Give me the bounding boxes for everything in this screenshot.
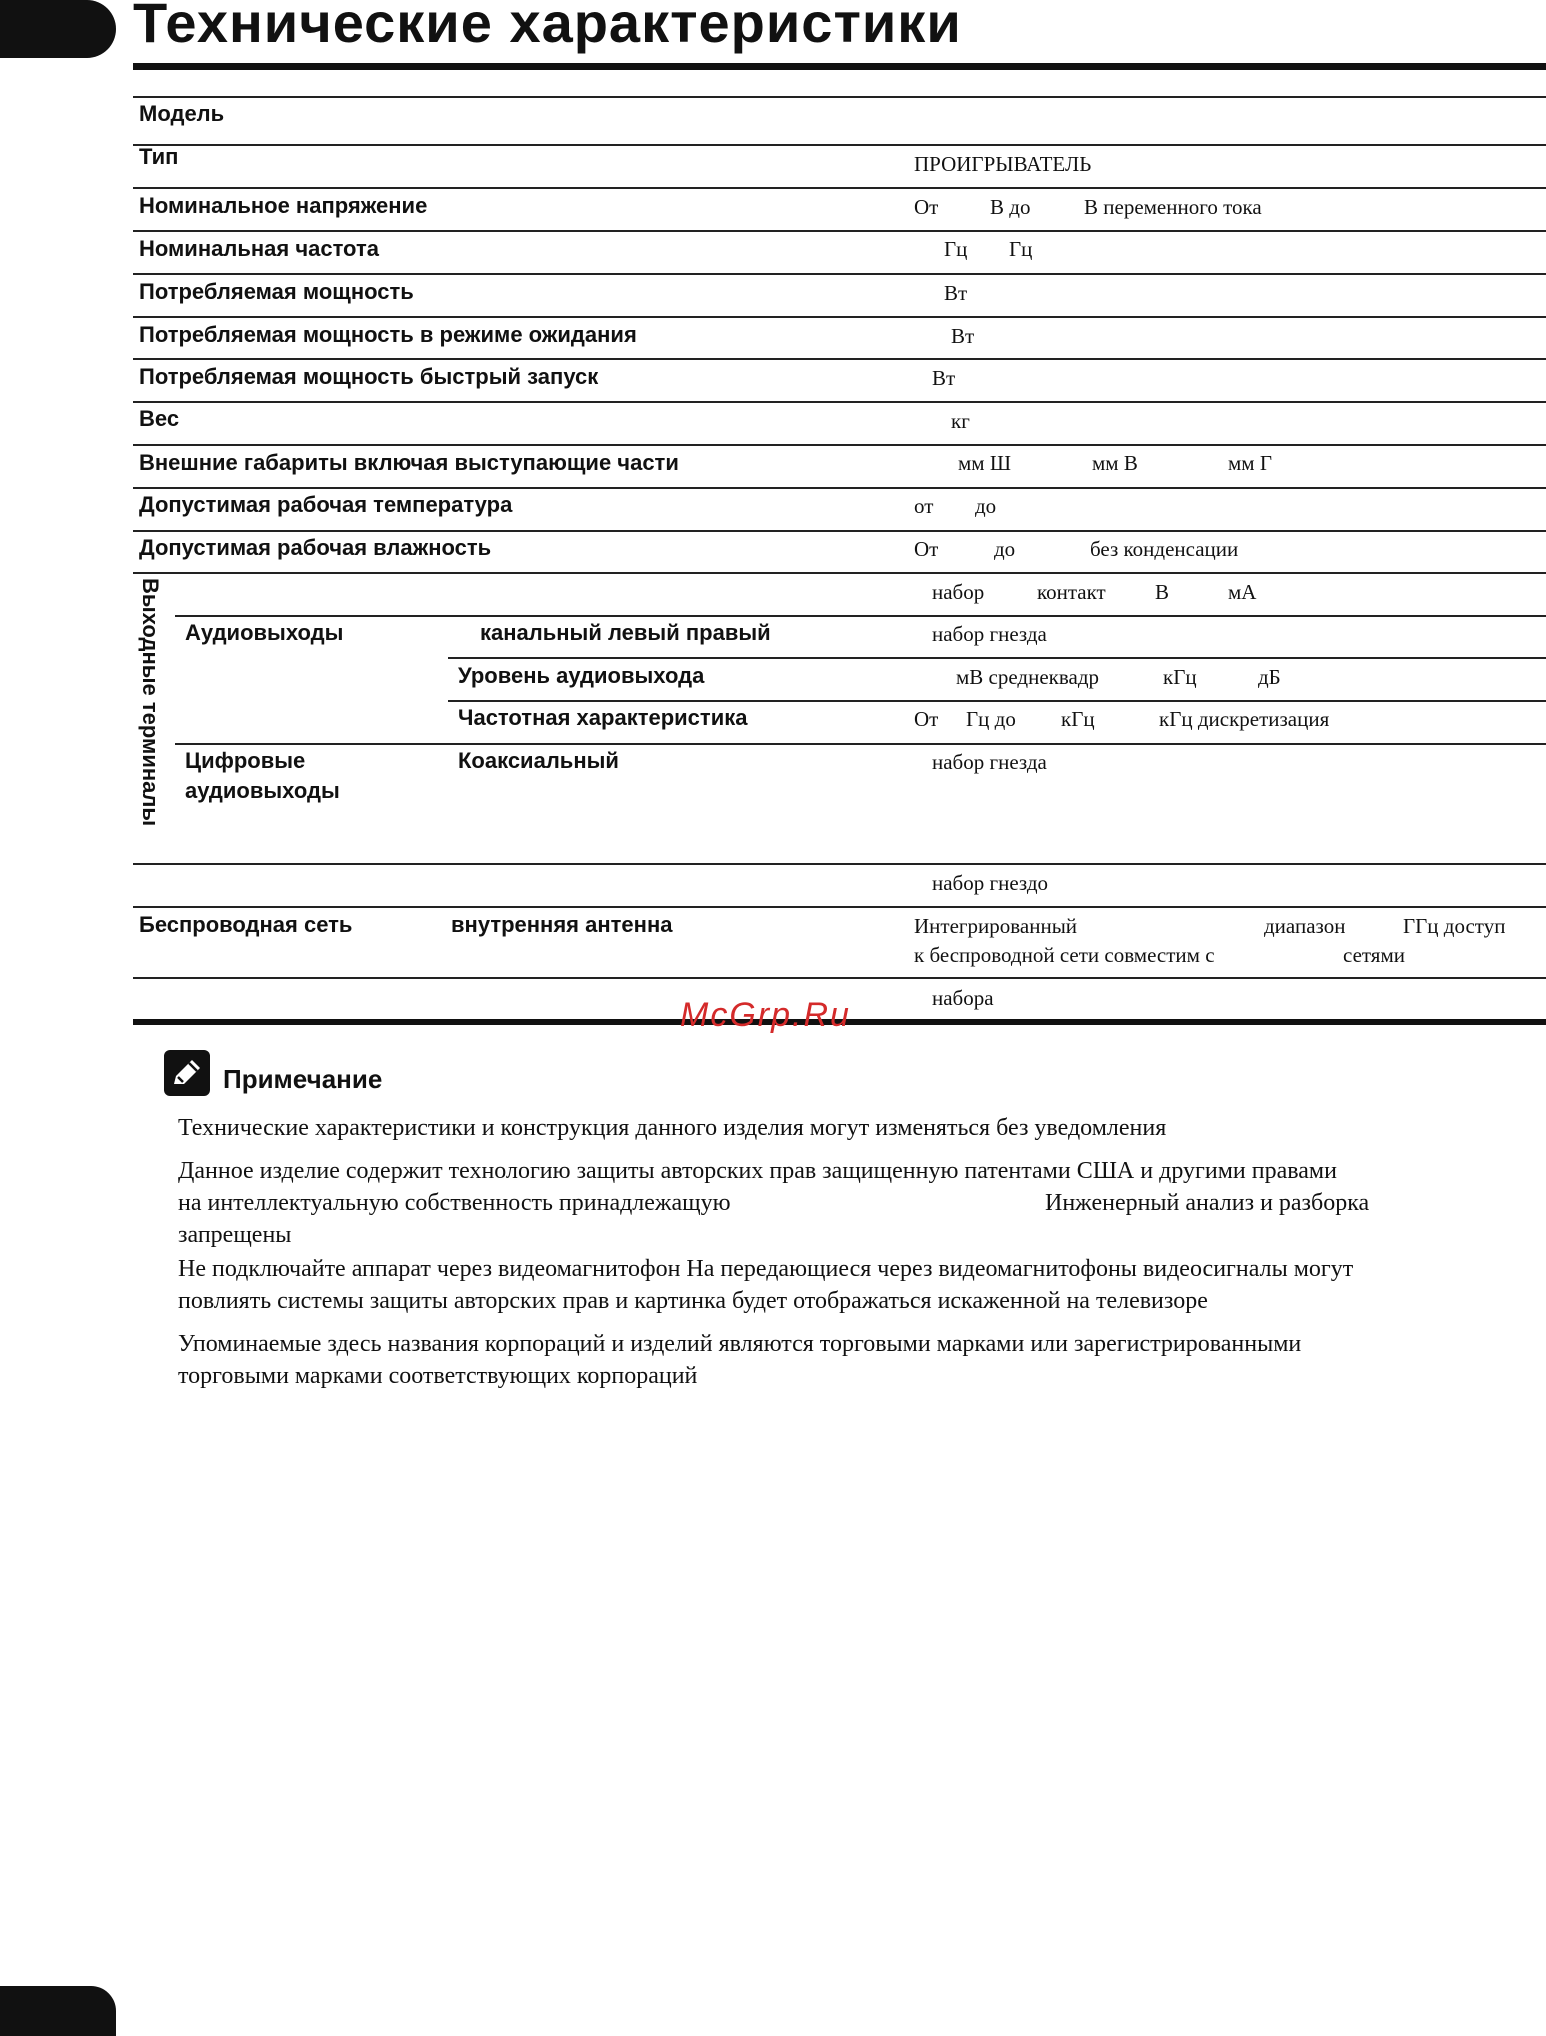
note-paragraph-3-line-1: Не подключайте аппарат через видеомагнитофон На передающиеся через видеомагнитофоны видеосигналы могут bbox=[178, 1256, 1354, 1282]
quick-start-power-value: Вт bbox=[932, 366, 956, 390]
audio-level-value-3: дБ bbox=[1258, 665, 1281, 689]
audio-outputs-label: Аудиовыходы bbox=[185, 620, 344, 645]
pencil-icon bbox=[164, 1050, 210, 1096]
frequency-response-value-1: От bbox=[914, 707, 939, 731]
table-divider bbox=[448, 700, 1546, 702]
audio-level-label: Уровень аудиовыхода bbox=[458, 663, 705, 688]
temperature-label: Допустимая рабочая температура bbox=[139, 492, 513, 517]
dimensions-value-1: мм Ш bbox=[958, 451, 1012, 475]
output-value-1: набор bbox=[932, 580, 985, 604]
model-label: Модель bbox=[139, 101, 225, 126]
type-label: Тип bbox=[139, 144, 179, 169]
dimensions-label: Внешние габариты включая выступающие части bbox=[139, 450, 679, 475]
note-paragraph-4-line-2: торговыми марками соответствующих корпораций bbox=[178, 1363, 698, 1389]
frequency-value-1: Гц bbox=[944, 237, 968, 261]
weight-label: Вес bbox=[139, 406, 180, 431]
table-divider bbox=[133, 358, 1546, 360]
humidity-value-3: без конденсации bbox=[1090, 537, 1239, 561]
dimensions-value-2: мм В bbox=[1092, 451, 1138, 475]
quick-start-power-label: Потребляемая мощность быстрый запуск bbox=[139, 364, 599, 389]
frequency-response-label: Частотная характеристика bbox=[458, 705, 748, 730]
wireless-value-5: сетями bbox=[1343, 943, 1405, 967]
voltage-value-3: В переменного тока bbox=[1084, 195, 1262, 219]
coaxial-value: набор гнезда bbox=[932, 750, 1047, 774]
table-divider bbox=[133, 187, 1546, 189]
power-label: Потребляемая мощность bbox=[139, 279, 414, 304]
table-divider bbox=[133, 487, 1546, 489]
humidity-value-2: до bbox=[994, 537, 1016, 561]
voltage-label: Номинальное напряжение bbox=[139, 193, 428, 218]
audio-level-value-1: мВ среднеквадр bbox=[956, 665, 1100, 689]
coaxial-label: Коаксиальный bbox=[458, 748, 619, 773]
table-divider bbox=[133, 863, 1546, 865]
table-divider bbox=[133, 273, 1546, 275]
note-title: Примечание bbox=[223, 1064, 383, 1094]
humidity-value-1: От bbox=[914, 537, 939, 561]
table-divider bbox=[133, 977, 1546, 979]
audio-level-value-2: кГц bbox=[1163, 665, 1197, 689]
table-divider bbox=[133, 572, 1546, 574]
table-divider bbox=[133, 316, 1546, 318]
title-rule bbox=[133, 63, 1546, 70]
temperature-value-2: до bbox=[975, 494, 997, 518]
digital-outputs-label-line-1: Цифровые bbox=[185, 748, 306, 773]
note-paragraph-2-line-3: запрещены bbox=[178, 1222, 292, 1248]
page-tab-top bbox=[0, 0, 116, 58]
frequency-response-value-3: кГц bbox=[1061, 707, 1095, 731]
wireless-value-3: ГГц доступ bbox=[1403, 914, 1506, 938]
note-paragraph-3-line-2: повлиять системы защиты авторских прав и картинка будет отображаться искаженной на телевизоре bbox=[178, 1288, 1208, 1314]
standby-power-label: Потребляемая мощность в режиме ожидания bbox=[139, 322, 637, 347]
dimensions-value-3: мм Г bbox=[1228, 451, 1272, 475]
table-divider bbox=[133, 444, 1546, 446]
page-title: Технические характеристики bbox=[133, 0, 962, 54]
table-divider bbox=[133, 401, 1546, 403]
wireless-value-2: диапазон bbox=[1264, 914, 1346, 938]
table-divider bbox=[448, 657, 1546, 659]
table-divider bbox=[175, 743, 1546, 745]
note-paragraph-4-line-1: Упоминаемые здесь названия корпораций и изделий являются торговыми марками или зарегистрированными bbox=[178, 1331, 1302, 1357]
voltage-value-1: От bbox=[914, 195, 939, 219]
wireless-value-4: к беспроводной сети совместим с bbox=[914, 943, 1215, 967]
output-terminals-group-label: Выходные терминалы bbox=[138, 578, 163, 827]
note-paragraph-2-line-1: Данное изделие содержит технологию защиты авторских прав защищенную патентами США и другими правами bbox=[178, 1158, 1337, 1184]
power-value: Вт bbox=[944, 281, 968, 305]
voltage-value-2: В до bbox=[990, 195, 1031, 219]
table-divider bbox=[133, 230, 1546, 232]
watermark: McGrp.Ru bbox=[680, 996, 851, 1034]
channel-value: набор гнезда bbox=[932, 622, 1047, 646]
frequency-response-value-2: Гц до bbox=[966, 707, 1016, 731]
wireless-value-1: Интегрированный bbox=[914, 914, 1078, 938]
note-paragraph-2-line-2: на интеллектуальную собственность принадлежащую bbox=[178, 1190, 731, 1216]
output-value-2: контакт bbox=[1037, 580, 1106, 604]
frequency-value-2: Гц bbox=[1009, 237, 1033, 261]
table-divider bbox=[133, 144, 1546, 146]
table-divider bbox=[175, 615, 1546, 617]
standby-power-value: Вт bbox=[951, 324, 975, 348]
humidity-label: Допустимая рабочая влажность bbox=[139, 535, 492, 560]
wireless-antenna-label: внутренняя антенна bbox=[451, 912, 673, 937]
output-value-3: В bbox=[1155, 580, 1170, 604]
digital-outputs-label-line-2: аудиовыходы bbox=[185, 778, 340, 803]
page-tab-bottom bbox=[0, 1986, 116, 2036]
temperature-value-1: от bbox=[914, 494, 934, 518]
frequency-response-value-4: кГц дискретизация bbox=[1159, 707, 1330, 731]
table-divider bbox=[133, 96, 1546, 98]
note-paragraph-1: Технические характеристики и конструкция данного изделия могут изменяться без уведомления bbox=[178, 1115, 1167, 1141]
last-row-value: набора bbox=[932, 986, 994, 1010]
note-paragraph-2-line-2b: Инженерный анализ и разборка bbox=[1045, 1190, 1370, 1216]
connector-value: набор гнездо bbox=[932, 871, 1049, 895]
table-divider bbox=[133, 530, 1546, 532]
type-value: ПРОИГРЫВАТЕЛЬ bbox=[914, 152, 1092, 176]
table-divider bbox=[133, 906, 1546, 908]
frequency-label: Номинальная частота bbox=[139, 236, 379, 261]
wireless-label: Беспроводная сеть bbox=[139, 912, 353, 937]
output-value-4: мА bbox=[1228, 580, 1257, 604]
weight-value: кг bbox=[951, 409, 970, 433]
channel-label: канальный левый правый bbox=[480, 620, 771, 645]
